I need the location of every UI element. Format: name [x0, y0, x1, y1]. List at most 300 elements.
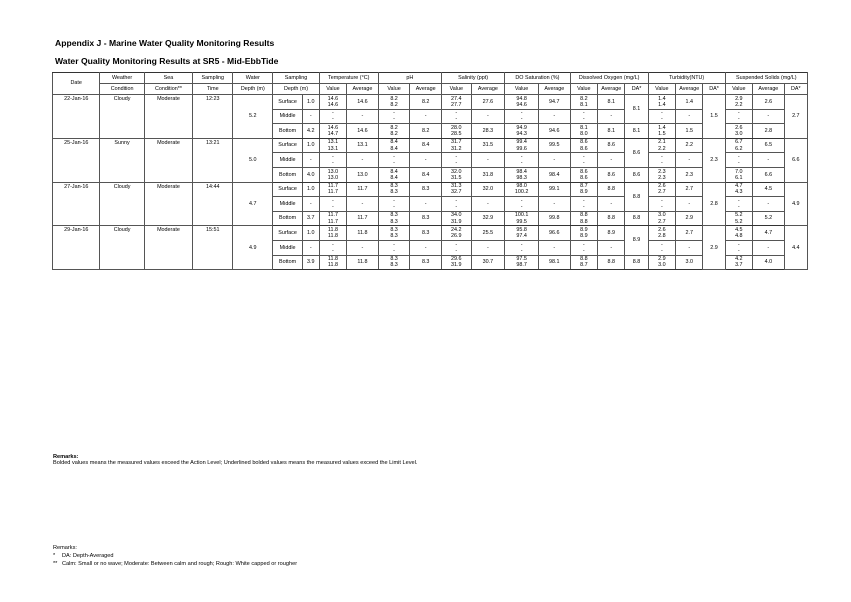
temperature-value — [319, 138, 346, 153]
suspended-solids-average: 4.5 — [753, 182, 785, 197]
salinity-average: 31.5 — [471, 138, 505, 153]
dissolved-oxygen-value — [570, 124, 597, 139]
do-saturation-average: 99.8 — [538, 211, 570, 226]
ph-value-reading: 8.3 — [390, 262, 398, 269]
sampling-depth-cell: 1.0 — [302, 226, 319, 241]
dissolved-oxygen-value-reading: - — [582, 110, 585, 117]
header-water-depth: Water — [233, 73, 273, 84]
salinity-value-reading: 27.7 — [451, 101, 462, 108]
turbidity-average: 2.7 — [676, 226, 703, 241]
dissolved-oxygen-average: 8.1 — [598, 95, 625, 110]
header-value: Value — [505, 84, 539, 95]
header-value: Value — [648, 84, 675, 95]
suspended-solids-da: 4.4 — [784, 226, 807, 270]
salinity-value-reading: 31.9 — [451, 218, 462, 225]
temperature-value — [319, 197, 346, 212]
turbidity-value-reading: - — [660, 153, 663, 160]
temperature-average: 14.6 — [347, 124, 379, 139]
salinity-value — [442, 109, 472, 124]
salinity-average: - — [471, 153, 505, 168]
do-saturation-value — [505, 124, 539, 139]
sampling-time-cell: 15:51 — [193, 226, 233, 270]
salinity-value-reading: 26.9 — [451, 233, 462, 240]
suspended-solids-value-reading: 3.7 — [735, 262, 743, 269]
turbidity-value — [648, 240, 675, 255]
dissolved-oxygen-value — [570, 153, 597, 168]
header-value: Value — [570, 84, 597, 95]
dissolved-oxygen-value-reading: 8.1 — [580, 124, 588, 131]
ph-average: - — [410, 240, 442, 255]
date-cell: 22-Jan-16 — [53, 95, 100, 139]
remarks-text: Bolded values means the measured values exceed the Action Level; Underlined bolded values means the measured values exceed the Limit Level. — [53, 460, 418, 466]
sampling-level-cell: Middle — [273, 153, 303, 168]
temperature-value-reading: 11.7 — [327, 218, 338, 225]
sampling-depth-cell: 1.0 — [302, 182, 319, 197]
ph-value-reading: 8.3 — [390, 212, 398, 219]
dissolved-oxygen-average: 8.1 — [598, 124, 625, 139]
sampling-time-cell: 12:23 — [193, 95, 233, 139]
salinity-average: 27.6 — [471, 95, 505, 110]
do-saturation-average: 96.6 — [538, 226, 570, 241]
temperature-value-reading: - — [332, 241, 334, 248]
turbidity-value-reading: 3.0 — [658, 262, 666, 269]
turbidity-value-reading: - — [660, 110, 663, 117]
do-saturation-value — [505, 255, 539, 270]
dissolved-oxygen-value-reading: - — [582, 197, 585, 204]
temperature-value — [319, 95, 346, 110]
dissolved-oxygen-value-reading: 8.6 — [580, 174, 588, 181]
salinity-value — [442, 211, 472, 226]
remarks-heading: Remarks: — [53, 545, 77, 551]
salinity-value-reading: 31.3 — [451, 183, 462, 190]
do-saturation-value-reading: 97.4 — [516, 233, 527, 240]
sampling-depth-cell: 3.9 — [302, 255, 319, 270]
temperature-value-reading: - — [332, 160, 334, 167]
salinity-value — [442, 240, 472, 255]
salinity-value — [442, 167, 472, 182]
remarks-heading: Remarks: — [53, 454, 79, 460]
do-saturation-value — [505, 197, 539, 212]
turbidity-value-reading: 2.7 — [658, 189, 666, 196]
dissolved-oxygen-value-reading: 8.9 — [580, 226, 588, 233]
suspended-solids-value — [725, 124, 752, 139]
dissolved-oxygen-value — [570, 197, 597, 212]
salinity-value — [442, 124, 472, 139]
suspended-solids-value-reading: - — [737, 203, 740, 210]
salinity-value-reading: 24.2 — [451, 226, 462, 233]
ph-value — [378, 211, 410, 226]
suspended-solids-average: 4.7 — [753, 226, 785, 241]
ph-value-reading: 8.3 — [390, 233, 398, 240]
dissolved-oxygen-value — [570, 240, 597, 255]
dissolved-oxygen-value-reading: - — [582, 241, 585, 248]
salinity-value-reading: 29.6 — [451, 256, 462, 263]
temperature-average: - — [347, 153, 379, 168]
dissolved-oxygen-value — [570, 211, 597, 226]
remarks-footnotes — [53, 544, 297, 568]
salinity-value-reading: - — [455, 160, 458, 167]
dissolved-oxygen-value-reading: 8.0 — [580, 130, 588, 137]
suspended-solids-da: 4.9 — [784, 182, 807, 226]
sampling-level-cell: Middle — [273, 240, 303, 255]
header-value: Value — [378, 84, 410, 95]
dissolved-oxygen-average: 8.8 — [598, 211, 625, 226]
do-saturation-average: - — [538, 197, 570, 212]
suspended-solids-value-reading: - — [737, 153, 740, 160]
temperature-average: - — [347, 109, 379, 124]
turbidity-average: - — [676, 197, 703, 212]
ph-value — [378, 138, 410, 153]
header-dissolved-oxygen: Dissolved Oxygen (mg/L) — [570, 73, 648, 84]
salinity-average: 31.8 — [471, 167, 505, 182]
suspended-solids-value-reading: 5.2 — [735, 218, 743, 225]
turbidity-average: 2.2 — [676, 138, 703, 153]
do-saturation-value — [505, 153, 539, 168]
suspended-solids-average: - — [753, 240, 785, 255]
suspended-solids-value — [725, 167, 752, 182]
turbidity-value — [648, 182, 675, 197]
turbidity-value-reading: 1.4 — [658, 124, 666, 131]
sea-condition-cell: Moderate — [144, 182, 192, 226]
turbidity-da: 2.3 — [703, 138, 725, 182]
ph-value-reading: 8.3 — [390, 226, 398, 233]
temperature-value-reading: - — [332, 203, 334, 210]
do-saturation-average: 99.5 — [538, 138, 570, 153]
suspended-solids-value-reading: - — [737, 110, 740, 117]
dissolved-oxygen-average: 8.9 — [598, 226, 625, 241]
turbidity-value-reading: 2.2 — [658, 145, 666, 152]
footnote-text: Calm: Small or no wave; Moderate: Between calm and rough; Rough: White capped or rougher — [62, 561, 298, 568]
salinity-value-reading: - — [455, 203, 458, 210]
dissolved-oxygen-value-reading: 8.7 — [580, 183, 588, 190]
temperature-value-reading: 14.6 — [327, 124, 339, 131]
date-cell: 25-Jan-16 — [53, 138, 100, 182]
ph-value-reading: - — [393, 247, 395, 254]
suspended-solids-value-reading: 3.0 — [735, 130, 743, 137]
header-water-depth-sub: Depth (m) — [233, 84, 273, 95]
salinity-average: 32.9 — [471, 211, 505, 226]
dissolved-oxygen-average: - — [598, 197, 625, 212]
ph-value — [378, 226, 410, 241]
salinity-value — [442, 138, 472, 153]
ph-value — [378, 124, 410, 139]
suspended-solids-value-reading: 6.7 — [735, 139, 743, 146]
temperature-value-reading: 11.8 — [327, 233, 338, 240]
do-saturation-value-reading: - — [520, 116, 523, 123]
temperature-average: 13.0 — [347, 167, 379, 182]
ph-value — [378, 182, 410, 197]
ph-value-reading: - — [393, 160, 395, 167]
turbidity-value — [648, 255, 675, 270]
turbidity-value-reading: - — [660, 160, 663, 167]
do-saturation-value — [505, 211, 539, 226]
ph-average: 8.2 — [410, 124, 442, 139]
ph-average: 8.3 — [410, 255, 442, 270]
temperature-value — [319, 124, 346, 139]
turbidity-average: 2.9 — [676, 211, 703, 226]
dissolved-oxygen-value-reading: 8.9 — [580, 233, 588, 240]
suspended-solids-value — [725, 211, 752, 226]
ph-value — [378, 197, 410, 212]
suspended-solids-average: 5.2 — [753, 211, 785, 226]
do-saturation-average: 94.7 — [538, 95, 570, 110]
dissolved-oxygen-value — [570, 226, 597, 241]
sea-condition-cell: Moderate — [144, 138, 192, 182]
turbidity-average: 2.7 — [676, 182, 703, 197]
suspended-solids-value — [725, 240, 752, 255]
do-saturation-value-reading: 94.9 — [516, 124, 527, 131]
ph-value — [378, 109, 410, 124]
dissolved-oxygen-value — [570, 109, 597, 124]
turbidity-value — [648, 95, 675, 110]
remarks-levels — [53, 454, 417, 466]
temperature-value-reading: - — [332, 247, 334, 254]
do-saturation-average: 94.6 — [538, 124, 570, 139]
salinity-value — [442, 255, 472, 270]
ph-average: 8.2 — [410, 95, 442, 110]
temperature-value — [319, 109, 346, 124]
footnote-item — [53, 552, 297, 560]
turbidity-average: 1.4 — [676, 95, 703, 110]
do-saturation-value-reading: 99.6 — [516, 145, 527, 152]
dissolved-oxygen-da: 8.1 — [625, 95, 648, 124]
temperature-value-reading: 11.8 — [327, 256, 338, 263]
dissolved-oxygen-da: 8.1 — [625, 124, 648, 139]
do-saturation-value — [505, 240, 539, 255]
sampling-level-cell: Surface — [273, 226, 303, 241]
water-depth-cell: 4.7 — [233, 182, 273, 226]
suspended-solids-average: 6.6 — [753, 167, 785, 182]
suspended-solids-value-reading: - — [737, 241, 740, 248]
temperature-value-reading: 11.8 — [327, 226, 338, 233]
suspended-solids-value-reading: - — [737, 247, 740, 254]
header-average: Average — [676, 84, 703, 95]
sampling-depth-cell: 1.0 — [302, 138, 319, 153]
header-depth-m: Depth (m) — [273, 84, 319, 95]
dissolved-oxygen-da: 8.6 — [625, 167, 648, 182]
temperature-value — [319, 226, 346, 241]
dissolved-oxygen-average: - — [598, 109, 625, 124]
dissolved-oxygen-average: 8.8 — [598, 255, 625, 270]
salinity-value-reading: - — [455, 110, 458, 117]
turbidity-value-reading: - — [660, 116, 663, 123]
temperature-average: 11.8 — [347, 226, 379, 241]
ph-value-reading: 8.2 — [390, 95, 398, 102]
do-saturation-value — [505, 95, 539, 110]
temperature-value-reading: - — [332, 153, 334, 160]
ph-value-reading: - — [393, 153, 395, 160]
suspended-solids-average: - — [753, 197, 785, 212]
do-saturation-average: - — [538, 240, 570, 255]
footnote-mark: * — [53, 553, 56, 560]
table-subtitle: Water Quality Monitoring Results at SR5 - Mid-EbbTide — [55, 56, 279, 66]
turbidity-value-reading: - — [660, 247, 663, 254]
dissolved-oxygen-value — [570, 255, 597, 270]
header-value: Value — [442, 84, 472, 95]
salinity-value-reading: 31.9 — [451, 262, 462, 269]
turbidity-average: - — [676, 240, 703, 255]
ph-average: 8.4 — [410, 167, 442, 182]
do-saturation-average: 99.1 — [538, 182, 570, 197]
do-saturation-value-reading: 99.4 — [516, 139, 527, 146]
salinity-average: 25.5 — [471, 226, 505, 241]
turbidity-value-reading: 2.9 — [658, 256, 666, 263]
do-saturation-value-reading: 97.5 — [516, 256, 527, 263]
ph-value-reading: 8.2 — [390, 101, 398, 108]
salinity-value — [442, 197, 472, 212]
salinity-value-reading: - — [455, 197, 458, 204]
salinity-value-reading: - — [455, 153, 458, 160]
turbidity-value-reading: 2.6 — [658, 226, 666, 233]
ph-value-reading: 8.2 — [390, 124, 398, 131]
salinity-value-reading: 32.0 — [451, 168, 462, 175]
water-depth-cell: 5.0 — [233, 138, 273, 182]
do-saturation-value-reading: 98.0 — [516, 183, 527, 190]
suspended-solids-value-reading: 4.3 — [735, 189, 743, 196]
do-saturation-value-reading: 94.8 — [516, 95, 527, 102]
header-average: Average — [410, 84, 442, 95]
turbidity-value — [648, 124, 675, 139]
do-saturation-average: - — [538, 109, 570, 124]
temperature-average: - — [347, 197, 379, 212]
sampling-level-cell: Bottom — [273, 167, 303, 182]
temperature-average: - — [347, 240, 379, 255]
header-average: Average — [347, 84, 379, 95]
salinity-value — [442, 182, 472, 197]
footnote-mark: ** — [53, 561, 58, 568]
turbidity-value-reading: 2.7 — [658, 218, 666, 225]
sampling-level-cell: Middle — [273, 109, 303, 124]
ph-value-reading: 8.4 — [390, 168, 398, 175]
suspended-solids-value-reading: - — [737, 160, 740, 167]
sampling-depth-cell: - — [302, 153, 319, 168]
sampling-level-cell: Surface — [273, 182, 303, 197]
salinity-value-reading: 32.7 — [451, 189, 462, 196]
table-row — [53, 138, 808, 153]
do-saturation-value-reading: 98.7 — [516, 262, 527, 269]
ph-value-reading: - — [393, 203, 395, 210]
do-saturation-value-reading: - — [520, 153, 523, 160]
turbidity-value — [648, 138, 675, 153]
turbidity-value — [648, 211, 675, 226]
ph-average: 8.3 — [410, 182, 442, 197]
temperature-value-reading: - — [332, 116, 334, 123]
turbidity-value — [648, 109, 675, 124]
dissolved-oxygen-average: - — [598, 153, 625, 168]
footnote-item — [53, 560, 297, 568]
dissolved-oxygen-average: 8.6 — [598, 167, 625, 182]
header-value: Value — [319, 84, 346, 95]
dissolved-oxygen-value-reading: 8.8 — [580, 212, 588, 219]
temperature-value-reading: 13.1 — [327, 145, 339, 152]
temperature-value — [319, 211, 346, 226]
salinity-value-reading: 28.5 — [451, 130, 462, 137]
turbidity-average: - — [676, 153, 703, 168]
do-saturation-value — [505, 167, 539, 182]
suspended-solids-value — [725, 109, 752, 124]
sampling-depth-cell: - — [302, 197, 319, 212]
dissolved-oxygen-value-reading: - — [582, 153, 585, 160]
turbidity-average: 2.3 — [676, 167, 703, 182]
temperature-value-reading: - — [332, 197, 334, 204]
header-average: Average — [753, 84, 785, 95]
do-saturation-value-reading: - — [520, 197, 523, 204]
sea-condition-cell: Moderate — [144, 95, 192, 139]
turbidity-average: 1.5 — [676, 124, 703, 139]
suspended-solids-value — [725, 153, 752, 168]
dissolved-oxygen-average: 8.8 — [598, 182, 625, 197]
dissolved-oxygen-value-reading: 8.7 — [580, 262, 588, 269]
salinity-value — [442, 153, 472, 168]
header-date: Date — [53, 73, 100, 95]
suspended-solids-value-reading: 7.0 — [735, 168, 743, 175]
header-sampling-time: Sampling — [193, 73, 233, 84]
salinity-value-reading: 27.4 — [451, 95, 462, 102]
sampling-level-cell: Bottom — [273, 124, 303, 139]
ph-value-reading: - — [393, 241, 395, 248]
turbidity-da: 2.8 — [703, 182, 725, 226]
suspended-solids-average: 4.0 — [753, 255, 785, 270]
salinity-average: 30.7 — [471, 255, 505, 270]
turbidity-value-reading: - — [660, 197, 663, 204]
ph-value — [378, 167, 410, 182]
turbidity-value-reading: - — [660, 203, 663, 210]
suspended-solids-value-reading: 5.2 — [735, 212, 743, 219]
sampling-time-cell: 13:21 — [193, 138, 233, 182]
suspended-solids-value-reading: 6.1 — [735, 174, 743, 181]
temperature-value-reading: 13.0 — [327, 174, 339, 181]
header-sampling-depth: Sampling — [273, 73, 319, 84]
header-average: Average — [471, 84, 505, 95]
sampling-level-cell: Middle — [273, 197, 303, 212]
temperature-value — [319, 153, 346, 168]
turbidity-value-reading: 2.6 — [658, 183, 666, 190]
header-suspended-solids: Suspended Solids (mg/L) — [725, 73, 807, 84]
salinity-value-reading: 28.0 — [451, 124, 462, 131]
turbidity-value-reading: 1.5 — [658, 130, 666, 137]
footnote-text: DA: Depth-Averaged — [62, 553, 114, 560]
header-temperature: Temperature (°C) — [319, 73, 378, 84]
ph-value — [378, 255, 410, 270]
salinity-value-reading: 31.7 — [451, 139, 462, 146]
header-da: DA* — [703, 84, 725, 95]
sea-condition-cell: Moderate — [144, 226, 192, 270]
salinity-value-reading: 31.2 — [451, 145, 462, 152]
dissolved-oxygen-value-reading: - — [582, 203, 585, 210]
turbidity-value-reading: 2.8 — [658, 233, 666, 240]
temperature-value-reading: 11.7 — [327, 212, 338, 219]
salinity-value-reading: 31.5 — [451, 174, 462, 181]
suspended-solids-value — [725, 138, 752, 153]
do-saturation-value-reading: 94.6 — [516, 101, 527, 108]
ph-value — [378, 95, 410, 110]
dissolved-oxygen-da: 8.8 — [625, 182, 648, 211]
suspended-solids-average: - — [753, 109, 785, 124]
weather-cell: Sunny — [100, 138, 144, 182]
suspended-solids-value-reading: 2.2 — [735, 101, 743, 108]
header-weather-sub: Condition — [100, 84, 144, 95]
salinity-value-reading: 34.0 — [451, 212, 462, 219]
dissolved-oxygen-value-reading: - — [582, 160, 585, 167]
table-row — [53, 182, 808, 197]
do-saturation-value-reading: - — [520, 241, 523, 248]
do-saturation-average: 98.4 — [538, 167, 570, 182]
header-turbidity: Turbidity(NTU) — [648, 73, 725, 84]
do-saturation-value — [505, 109, 539, 124]
ph-average: 8.3 — [410, 226, 442, 241]
table-body — [53, 95, 808, 270]
sampling-time-cell: 14:44 — [193, 182, 233, 226]
